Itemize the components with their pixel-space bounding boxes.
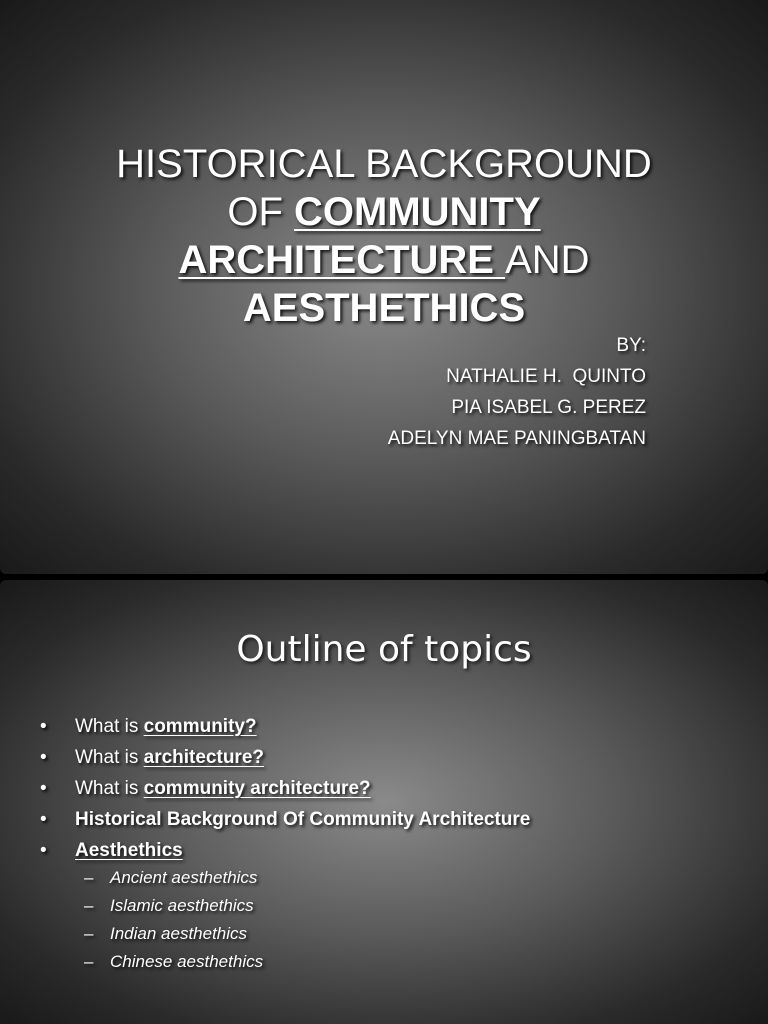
list-item — [84, 892, 263, 920]
topic-text: Historical Background Of Community Architecture — [75, 809, 531, 830]
list-item — [40, 835, 530, 866]
subtopic-list — [84, 864, 263, 976]
by-label: BY: — [616, 335, 646, 356]
topic-prefix: What is — [75, 747, 144, 768]
subtopic-text: Chinese aesthethics — [110, 952, 264, 971]
title-and: AND — [505, 238, 590, 282]
author-name: ADELYN MAE PANINGBATAN — [387, 428, 646, 449]
topic-term: Aesthethics — [75, 840, 183, 861]
subtopic-text: Indian aesthethics — [110, 924, 248, 943]
dash-icon: – — [84, 952, 94, 971]
list-item — [40, 711, 530, 742]
author-name: PIA ISABEL G. PEREZ — [451, 397, 646, 418]
topic-term: architecture? — [143, 747, 264, 768]
title-architecture: ARCHITECTURE — [178, 238, 506, 282]
topic-list — [40, 711, 530, 866]
bullet-icon: • — [40, 747, 47, 768]
bullet-icon: • — [40, 809, 47, 830]
subtopic-text: Ancient aesthethics — [110, 868, 258, 887]
author-name: NATHALIE H. QUINTO — [446, 366, 646, 387]
byline — [388, 330, 646, 454]
topic-prefix: What is — [75, 778, 144, 799]
list-item — [40, 773, 530, 804]
topic-prefix: What is — [75, 716, 144, 737]
subtopic-text: Islamic aesthethics — [110, 896, 254, 915]
title-line-1: HISTORICAL BACKGROUND — [116, 142, 652, 186]
list-item — [40, 804, 530, 835]
bullet-icon: • — [40, 840, 47, 861]
dash-icon: – — [84, 924, 94, 943]
outline-title: Outline of topics — [236, 629, 532, 670]
list-item — [40, 742, 530, 773]
list-item — [84, 920, 263, 948]
topic-term: community architecture? — [143, 778, 371, 799]
bullet-icon: • — [40, 716, 47, 737]
topic-term: community? — [143, 716, 257, 737]
title-community: COMMUNITY — [294, 190, 541, 234]
title-of: OF — [227, 190, 295, 234]
list-item — [84, 948, 263, 976]
title-aesthetics: AESTHETHICS — [242, 286, 526, 330]
dash-icon: – — [84, 896, 94, 915]
list-item — [84, 864, 263, 892]
outline-slide — [0, 580, 768, 1024]
dash-icon: – — [84, 868, 94, 887]
bullet-icon: • — [40, 778, 47, 799]
slide-title — [60, 140, 708, 332]
